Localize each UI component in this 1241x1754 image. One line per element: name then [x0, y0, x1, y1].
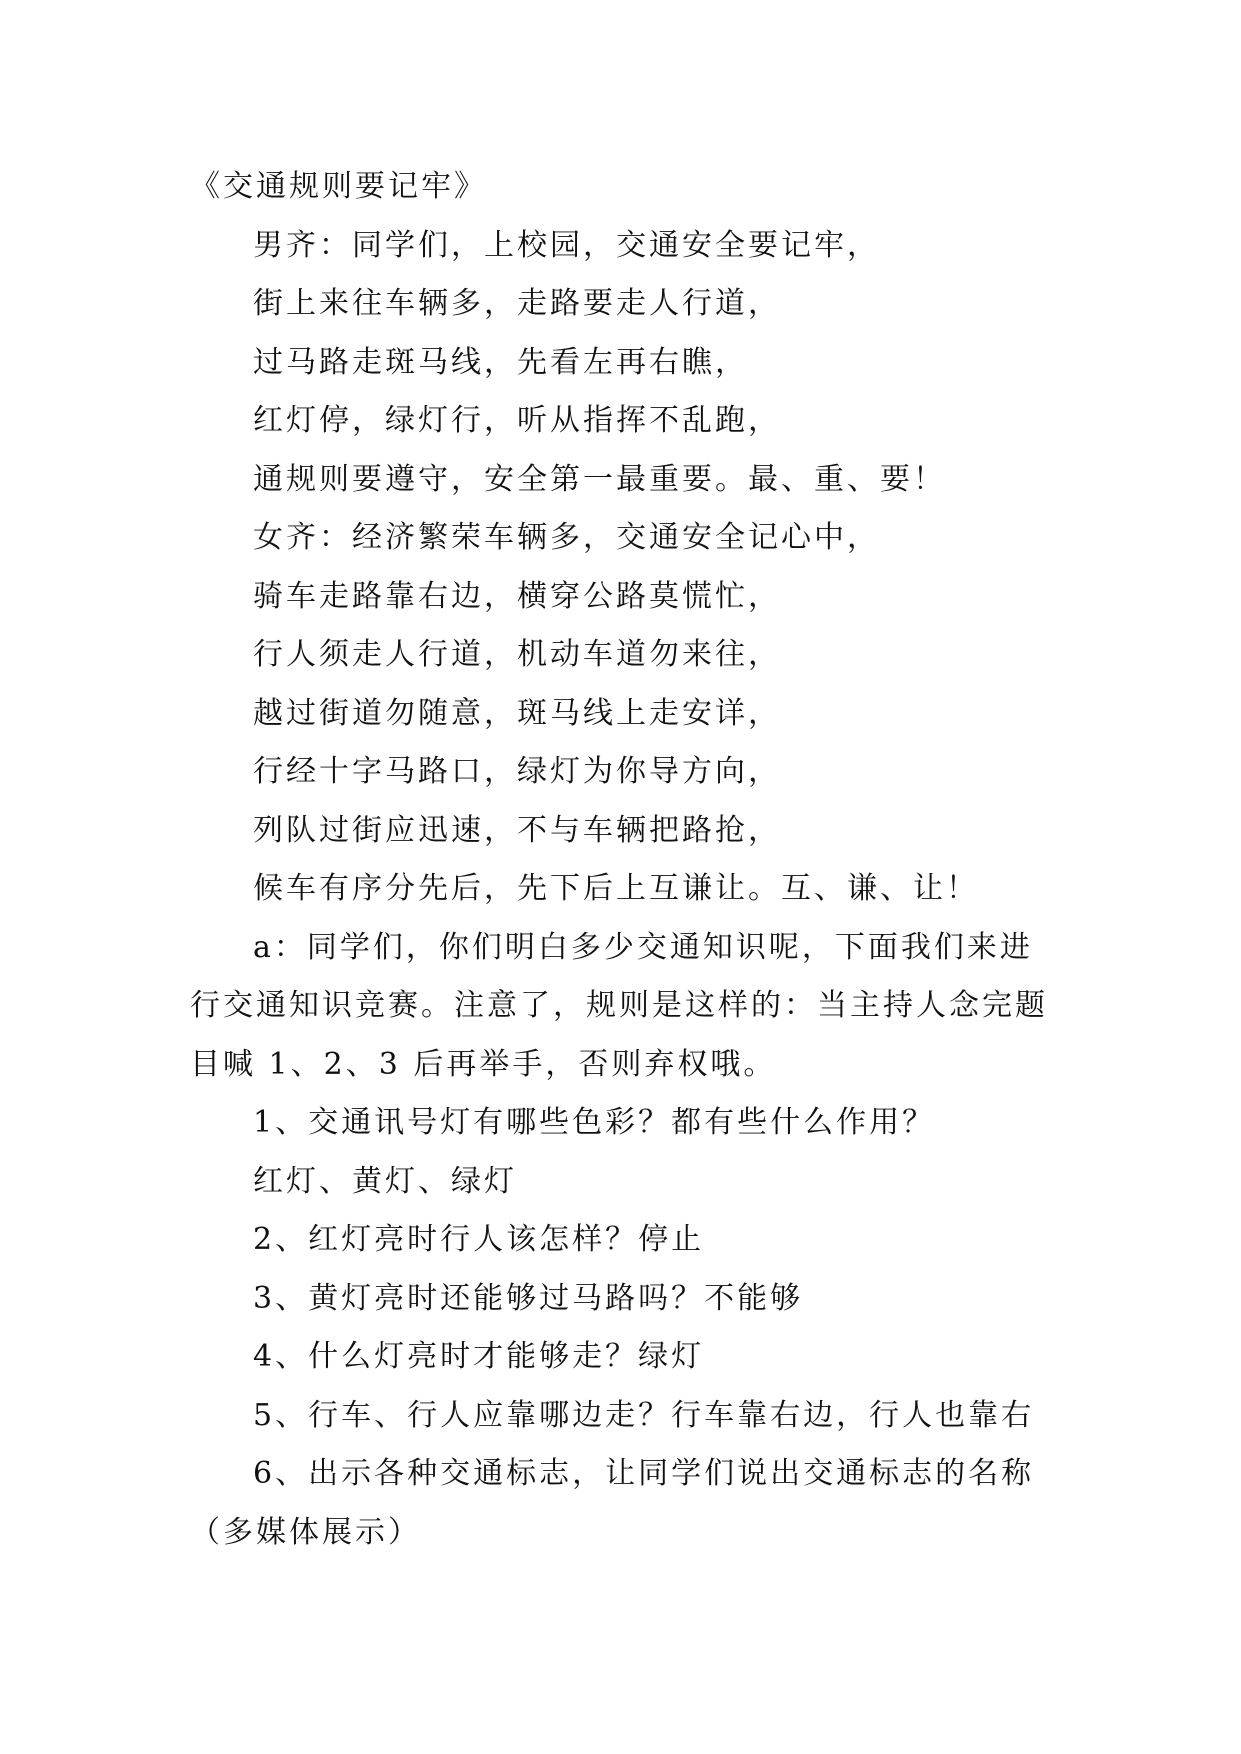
female-chorus-line: 行经十字马路口，绿灯为你导方向， [253, 754, 781, 789]
female-chorus-line: 行人须走人行道，机动车道勿来往， [253, 637, 781, 672]
male-chorus-line: 过马路走斑马线，先看左再右瞧， [253, 344, 748, 380]
host-intro-line: 行交通知识竞赛。注意了，规则是这样的：当主持人念完题 [190, 988, 1048, 1023]
male-chorus-line: 通规则要遵守，安全第一最重要。最、重、要！ [253, 461, 946, 497]
quiz-question: 4、什么灯亮时才能够走？绿灯 [253, 1339, 705, 1374]
host-intro-line: 目喊 1、2、3 后再举手，否则弃权哦。 [190, 1046, 777, 1082]
quiz-question: 1、交通讯号灯有哪些色彩？都有些什么作用？ [253, 1105, 936, 1140]
male-chorus-line: 红灯停，绿灯行，听从指挥不乱跑， [253, 403, 781, 438]
male-chorus-line: 街上来往车辆多，走路要走人行道， [253, 286, 781, 321]
female-chorus-line: 女齐：经济繁荣车辆多，交通安全记心中， [253, 520, 880, 555]
quiz-question: 5、行车、行人应靠哪边走？行车靠右边，行人也靠右 [253, 1397, 1035, 1433]
male-chorus-line: 男齐：同学们，上校园，交通安全要记牢， [253, 227, 880, 263]
document-body [190, 158, 1070, 1562]
host-intro-line: a：同学们，你们明白多少交通知识呢，下面我们来进 [253, 929, 1033, 965]
quiz-question-continuation: （多媒体展示） [190, 1514, 421, 1550]
female-chorus-line: 列队过街应迅速，不与车辆把路抢， [253, 812, 781, 848]
quiz-answer: 红灯、黄灯、绿灯 [253, 1163, 517, 1199]
female-chorus-line: 越过街道勿随意，斑马线上走安详， [253, 695, 781, 731]
document-title: 《交通规则要记牢》 [190, 169, 487, 204]
female-chorus-line: 骑车走路靠右边，横穿公路莫慌忙， [253, 578, 781, 614]
quiz-question: 3、黄灯亮时还能够过马路吗？不能够 [253, 1280, 804, 1316]
quiz-question: 6、出示各种交通标志，让同学们说出交通标志的名称 [253, 1456, 1035, 1491]
female-chorus-line: 候车有序分先后，先下后上互谦让。互、谦、让！ [253, 871, 979, 906]
quiz-question: 2、红灯亮时行人该怎样？停止 [253, 1222, 705, 1257]
